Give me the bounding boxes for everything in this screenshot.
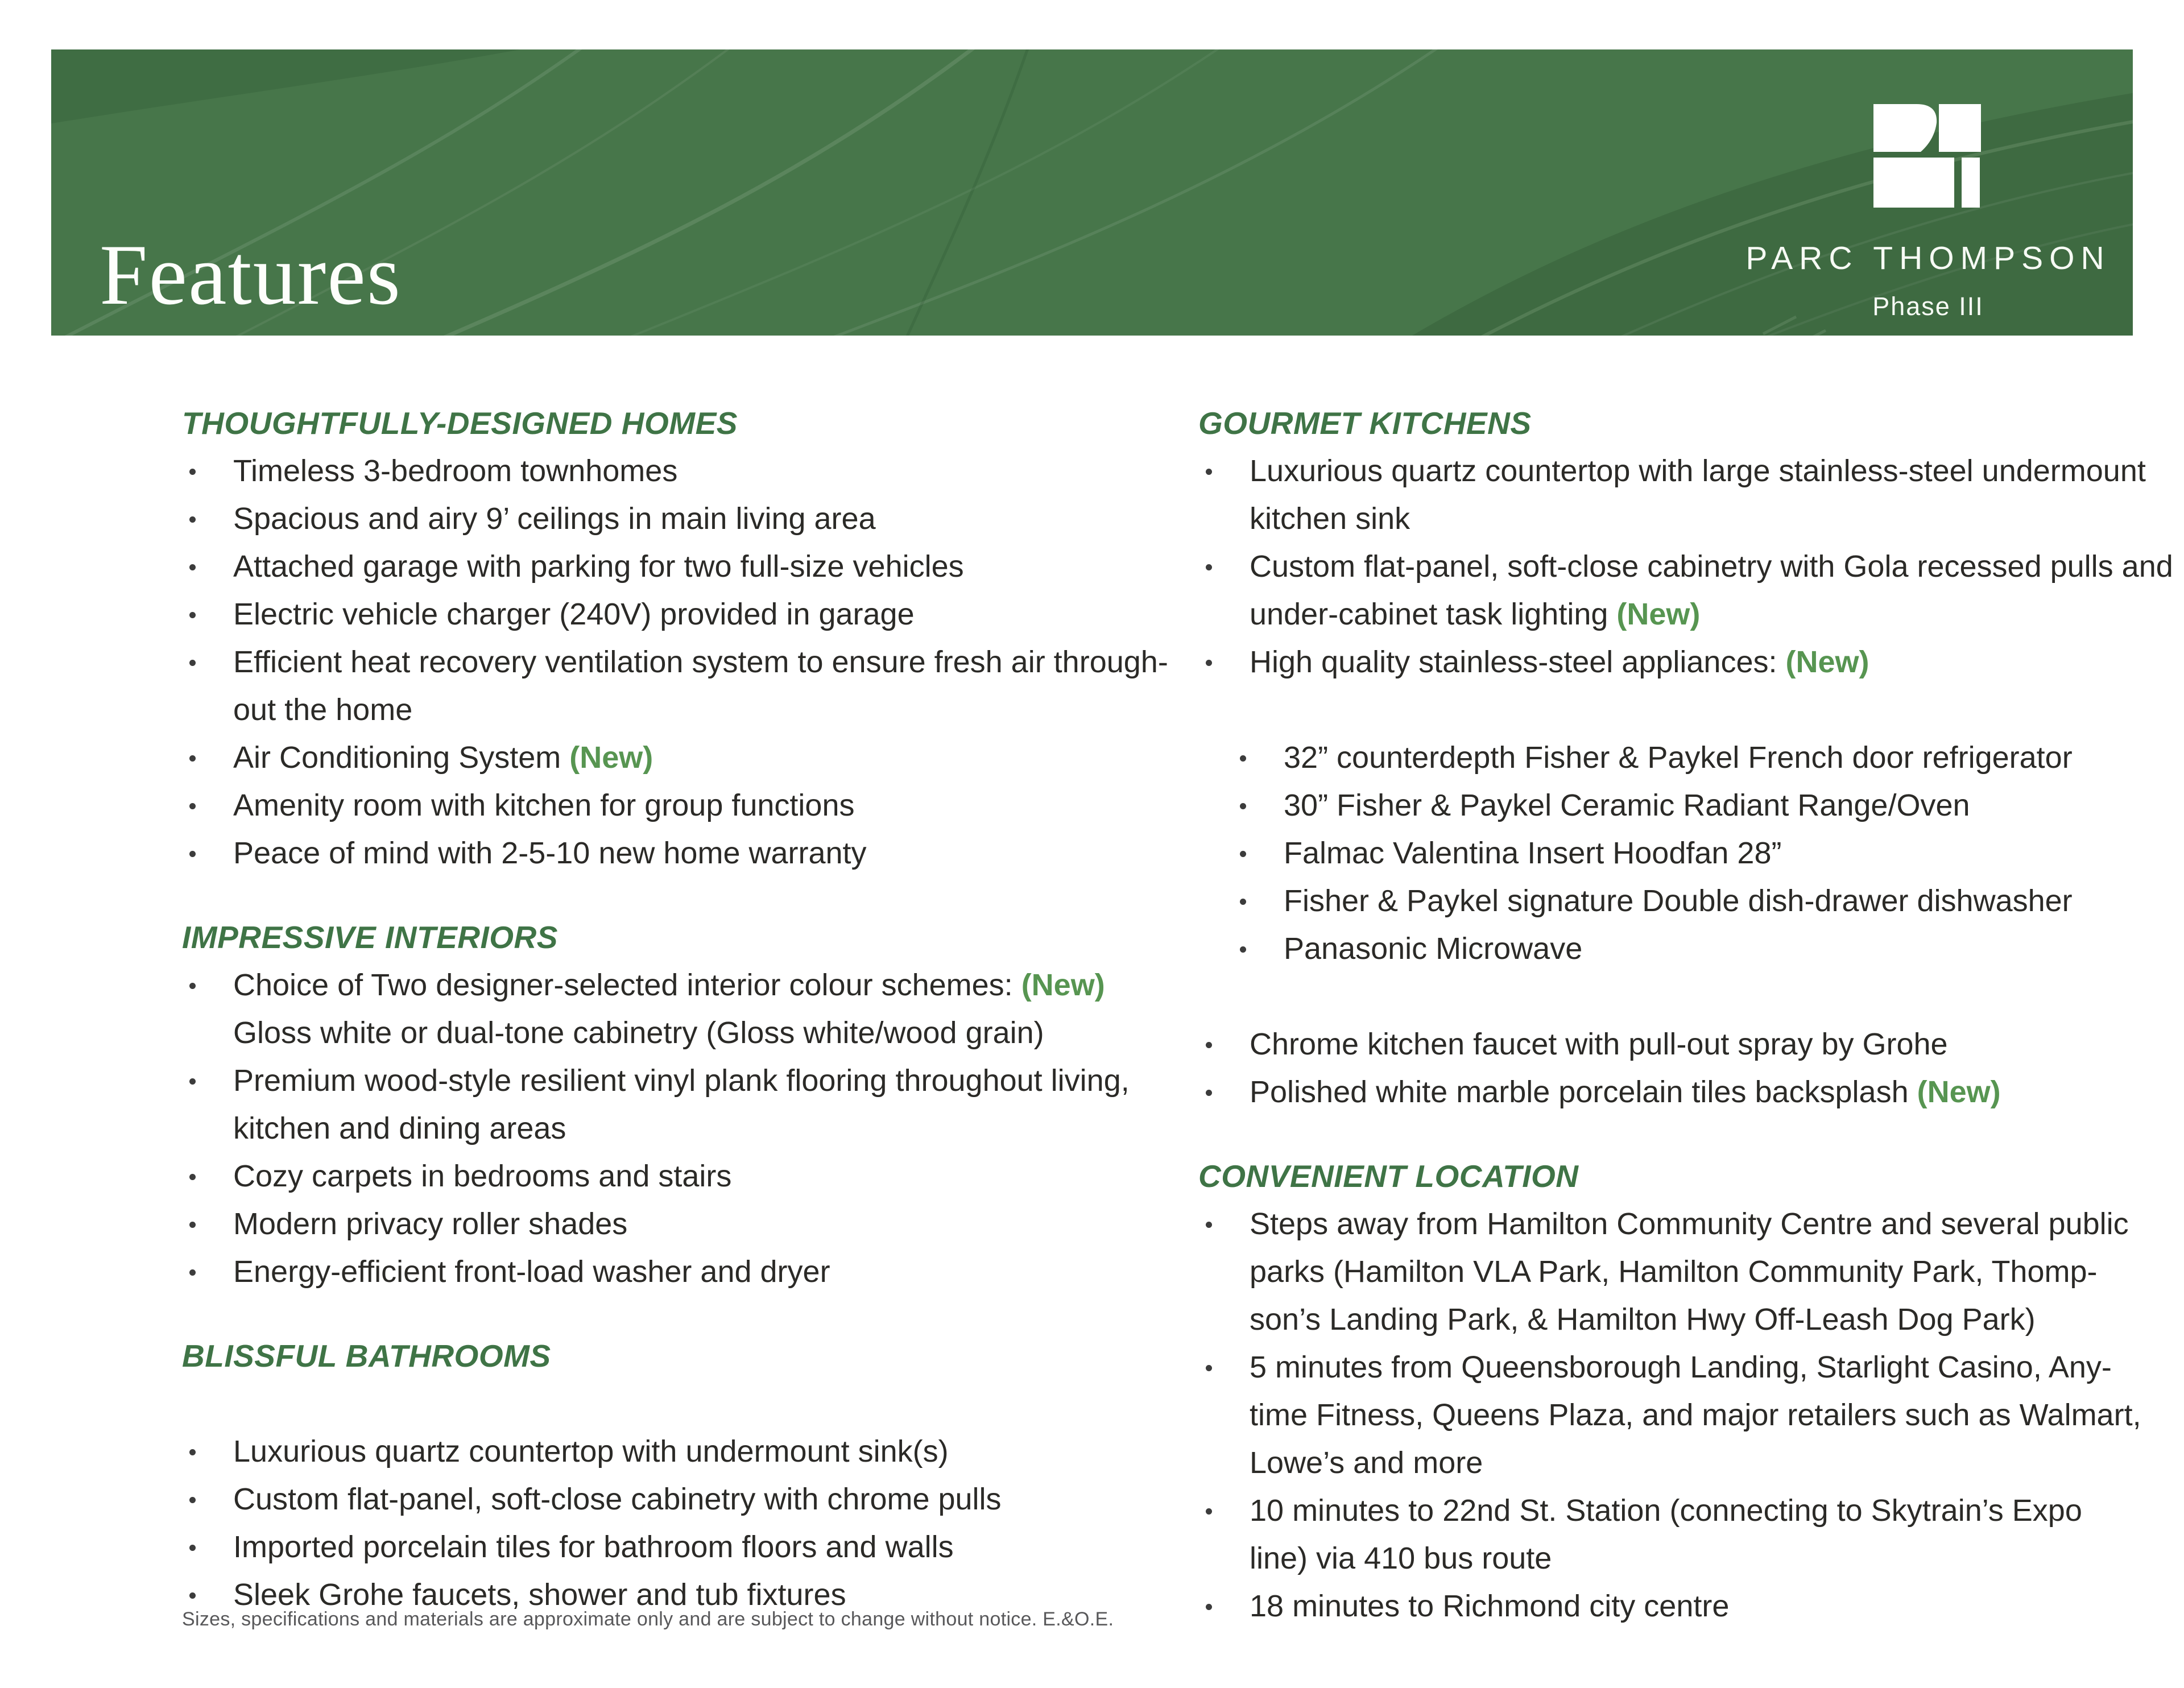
item-text: Efficient heat recovery ventilation system to ensure fresh air through- out the home [233,645,1168,727]
item-text: Chrome kitchen faucet with pull-out spray by Grohe [1250,1027,1948,1061]
feature-item [1198,781,2180,829]
feature-item [182,734,1188,781]
item-text: Imported porcelain tiles for bathroom floors and walls [233,1530,954,1564]
bullet-icon [1240,803,1246,809]
feature-item [1198,1487,2180,1582]
right-column [1198,399,2180,1630]
feature-item [182,1523,1188,1571]
page-title: Features [100,227,402,323]
feature-item [1198,1343,2180,1487]
section-heading: THOUGHTFULLY-DESIGNED HOMES [182,406,738,441]
new-badge: (New) [569,740,653,775]
feature-item [1198,1020,2180,1068]
feature-item [182,1152,1188,1200]
feature-item [182,961,1188,1057]
item-text: Electric vehicle charger (240V) provided in garage [233,597,915,631]
feature-item [182,1200,1188,1248]
item-text: High quality stainless-steel appliances: (New) [1250,645,1869,679]
parc-thompson-logo-icon [1873,104,1983,208]
feature-item [1198,734,2180,781]
feature-item [182,638,1188,734]
feature-list [182,961,1188,1296]
feature-item [182,495,1188,543]
item-text: 32” counterdepth Fisher & Paykel French door refrigerator [1284,740,2073,775]
brand-block [1729,104,2127,321]
section-heading: GOURMET KITCHENS [1198,406,1532,441]
item-text: 10 minutes to 22nd St. Station (connecting to Skytrain’s Expo line) via 410 bus route [1250,1493,2082,1575]
item-text: Panasonic Microwave [1284,932,1583,966]
item-text: Luxurious quartz countertop with large stainless-steel undermount kitchen sink [1250,454,2146,536]
feature-list [1198,1200,2180,1630]
item-text: 30” Fisher & Paykel Ceramic Radiant Range/Oven [1284,788,1970,822]
bullet-icon [189,516,196,523]
item-text: Polished white marble porcelain tiles backsplash (New) [1250,1075,2001,1109]
bullet-icon [189,983,196,989]
item-text: Air Conditioning System (New) [233,740,653,775]
item-text: Fisher & Paykel signature Double dish-drawer dishwasher [1284,884,2073,918]
new-badge: (New) [1785,645,1869,679]
item-text: Custom flat-panel, soft-close cabinetry with chrome pulls [233,1482,1002,1516]
section-heading: CONVENIENT LOCATION [1198,1159,1579,1194]
bullet-icon [189,851,196,857]
item-text: Steps away from Hamilton Community Centre and several public parks (Hamilton VLA Park, Hamilton Community Park, Thomp- son’s Landing Park, & Hamilton Hwy Off-Leash Dog Park) [1250,1207,2129,1337]
feature-item [182,590,1188,638]
section-heading: IMPRESSIVE INTERIORS [182,920,558,955]
phase-label: Phase III [1872,292,1984,321]
bullet-icon [189,1449,196,1455]
bullet-icon [189,660,196,666]
feature-item [1198,543,2180,638]
item-text: Peace of mind with 2-5-10 new home warranty [233,836,867,870]
feature-item [1198,1068,2180,1116]
feature-item [1198,829,2180,877]
item-text: Amenity room with kitchen for group functions [233,788,855,822]
bullet-icon [189,1497,196,1503]
feature-section [1198,399,2180,1116]
item-text: Sleek Grohe faucets, shower and tub fixtures [233,1578,846,1612]
bullet-icon [1206,1365,1212,1371]
feature-item [1198,447,2180,543]
item-text: Custom flat-panel, soft-close cabinetry with Gola recessed pulls and under-cabinet task lighting (New) [1250,549,2173,631]
feature-section [1198,1152,2180,1630]
banner [51,49,2133,336]
bullet-icon [189,1269,196,1276]
feature-item [182,447,1188,495]
feature-item [182,1475,1188,1523]
item-text: Energy-efficient front-load washer and dryer [233,1255,830,1289]
brand-name: PARC THOMPSON [1745,240,2111,276]
bullet-icon [189,1078,196,1085]
bullet-icon [1206,1508,1212,1515]
bullet-icon [189,1545,196,1551]
feature-item [1198,1200,2180,1343]
footer-disclaimer: Sizes, specifications and materials are approximate only and are subject to change without notice. E.&O.E. [182,1608,1114,1630]
bullet-icon [1240,946,1246,953]
bullet-icon [189,564,196,570]
bullet-icon [1240,899,1246,905]
section-heading: BLISSFUL BATHROOMS [182,1338,551,1373]
feature-section [182,399,1188,877]
new-badge: (New) [1021,968,1105,1002]
feature-list [1198,447,2180,1116]
feature-item [1198,925,2180,973]
bullet-icon [1206,660,1212,666]
feature-item [182,1057,1188,1152]
new-badge: (New) [1917,1075,2001,1109]
feature-section [182,913,1188,1296]
left-column [182,399,1188,1619]
bullet-icon [189,612,196,618]
item-text: Attached garage with parking for two full-size vehicles [233,549,964,584]
item-text: 18 minutes to Richmond city centre [1250,1589,1730,1623]
feature-item [182,543,1188,590]
item-text: Cozy carpets in bedrooms and stairs [233,1159,732,1193]
bullet-icon [1206,1090,1212,1096]
item-text: Choice of Two designer-selected interior colour schemes: (New) Gloss white or dual-tone cabinetry (Gloss white/wood grain) [233,968,1105,1050]
item-text: Premium wood-style resilient vinyl plank flooring throughout living, kitchen and dining areas [233,1064,1130,1145]
item-text: Modern privacy roller shades [233,1207,628,1241]
bullet-icon [189,1592,196,1599]
bullet-icon [189,755,196,762]
feature-item [1198,638,2180,686]
bullet-icon [189,1222,196,1228]
feature-item [182,1428,1188,1475]
feature-list [182,447,1188,877]
item-text: 5 minutes from Queensborough Landing, Starlight Casino, Any- time Fitness, Queens Plaza, and major retailers such as Walmart, Lowe’s and more [1250,1350,2141,1480]
feature-item [1198,1582,2180,1630]
new-badge: (New) [1616,597,1701,631]
feature-list [182,1428,1188,1619]
item-text: Timeless 3-bedroom townhomes [233,454,678,488]
bullet-icon [1240,755,1246,762]
bullet-icon [189,469,196,475]
feature-section [182,1332,1188,1619]
bullet-icon [189,803,196,809]
bullet-icon [1240,851,1246,857]
bullet-icon [1206,564,1212,570]
item-text: Luxurious quartz countertop with undermount sink(s) [233,1434,949,1468]
bullet-icon [1206,1042,1212,1048]
bullet-icon [189,1174,196,1180]
item-text: Falmac Valentina Insert Hoodfan 28” [1284,836,1782,870]
bullet-icon [1206,469,1212,475]
feature-item [182,1248,1188,1296]
item-text: Spacious and airy 9’ ceilings in main living area [233,502,876,536]
bullet-icon [1206,1222,1212,1228]
feature-item [182,781,1188,829]
feature-item [1198,877,2180,925]
bullet-icon [1206,1604,1212,1610]
feature-item [182,829,1188,877]
